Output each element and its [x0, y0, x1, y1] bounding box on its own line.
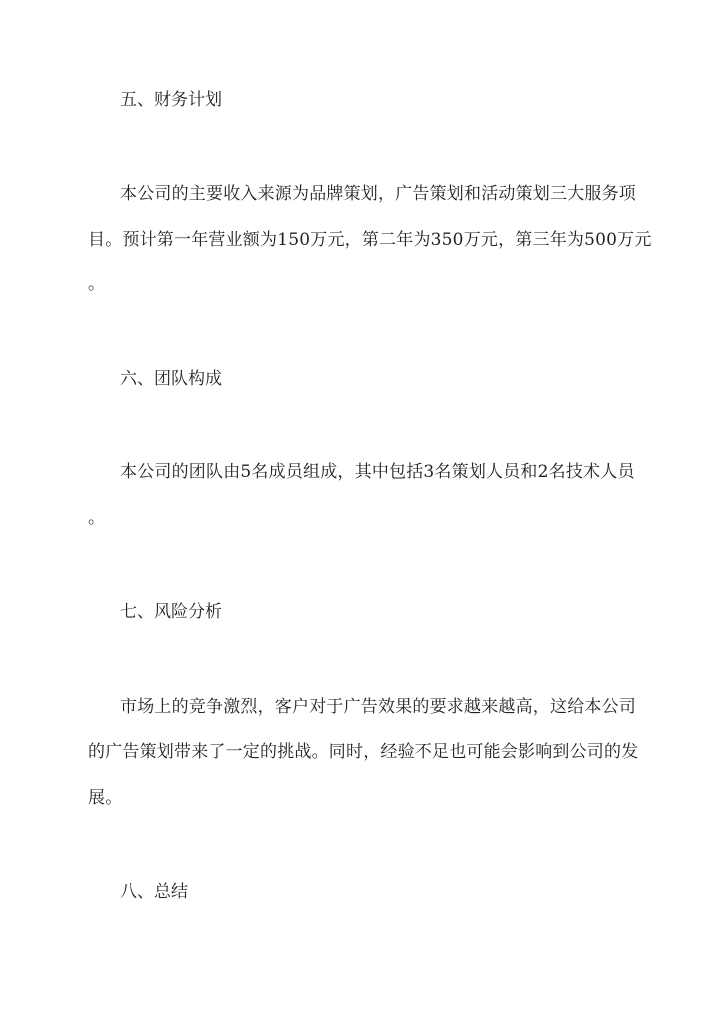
section-heading-summary: 八、总结 [120, 882, 188, 902]
paragraph-line: 本公司的主要收入来源为品牌策划，广告策划和活动策划三大服务项 [120, 184, 636, 204]
paragraph-line: 本公司的团队由5名成员组成，其中包括3名策划人员和2名技术人员 [120, 462, 635, 482]
section-heading-finance-plan: 五、财务计划 [120, 90, 222, 110]
paragraph-line: 目。预计第一年营业额为150万元，第二年为350万元，第三年为500万元 [88, 230, 652, 250]
paragraph-line: 市场上的竞争激烈，客户对于广告效果的要求越来越高，这给本公司 [120, 697, 636, 717]
section-heading-team: 六、团队构成 [120, 369, 222, 389]
section-heading-risk-analysis: 七、风险分析 [120, 602, 222, 622]
paragraph-line: 的广告策划带来了一定的挑战。同时，经验不足也可能会影响到公司的发 [88, 742, 639, 762]
paragraph-line: 。 [88, 508, 106, 528]
paragraph-line: 。 [88, 274, 106, 294]
paragraph-line: 展。 [88, 788, 123, 808]
